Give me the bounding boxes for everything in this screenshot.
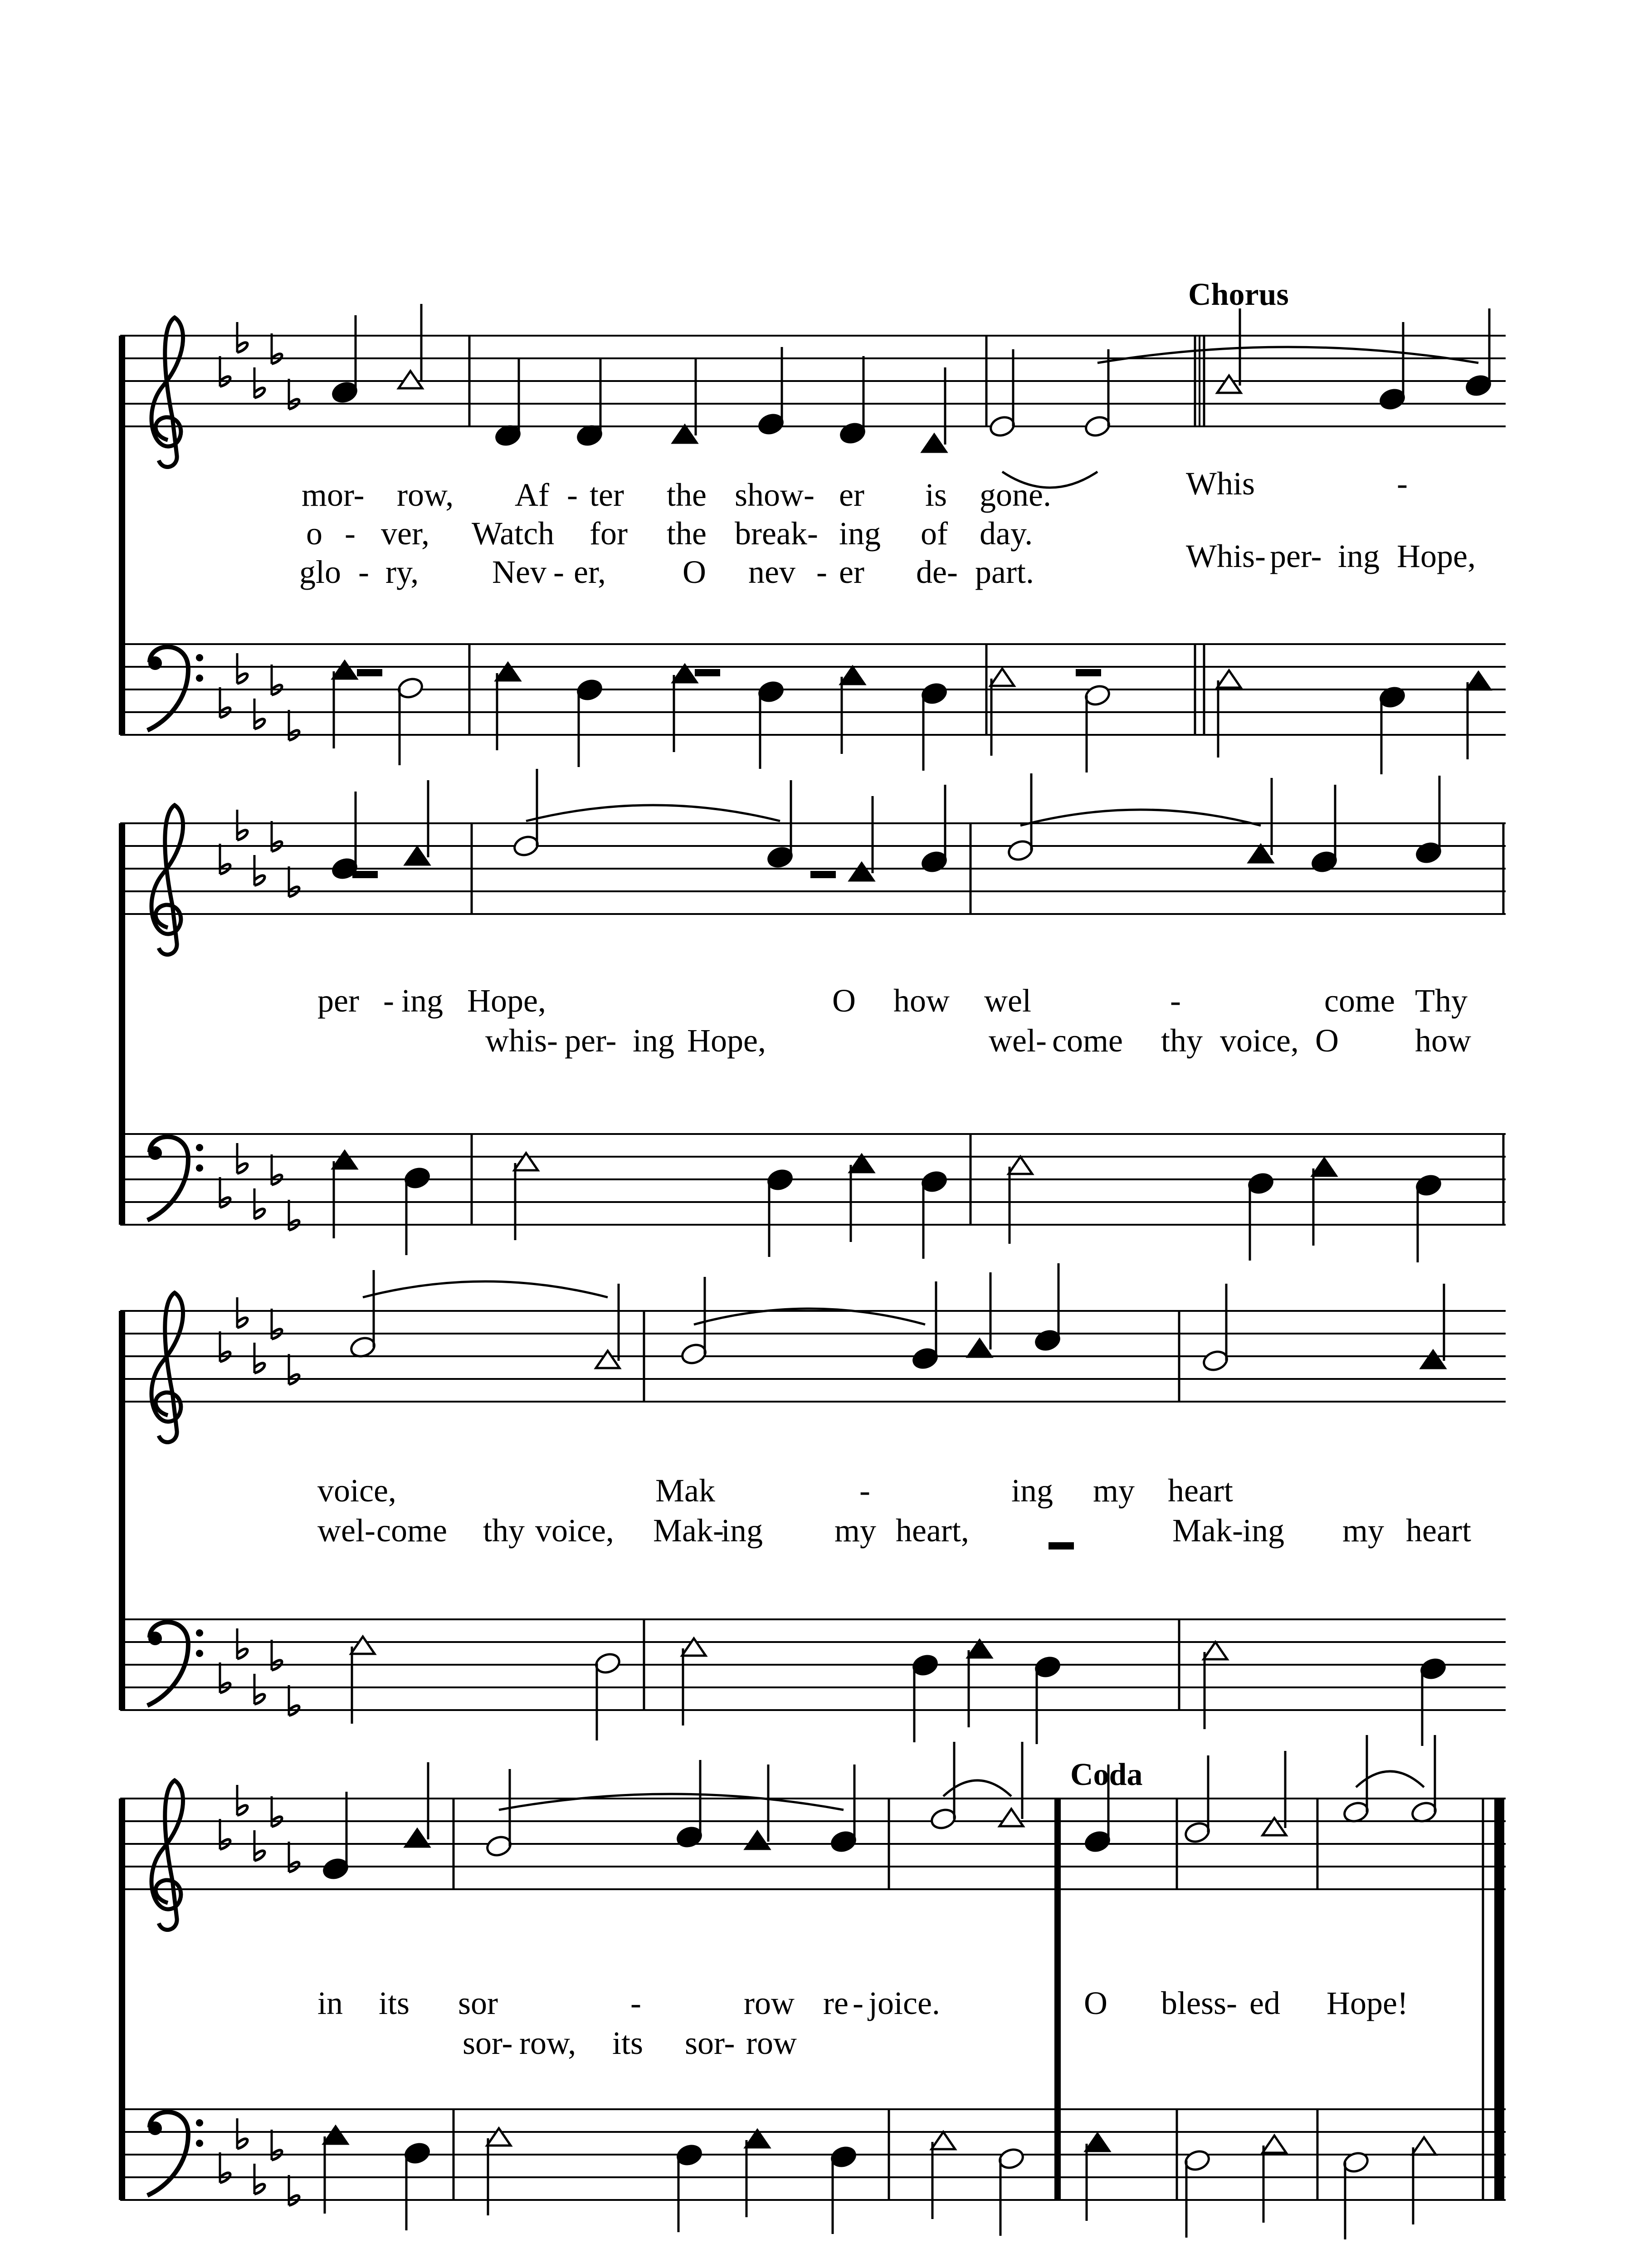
lyric-syllable: wel: [984, 982, 1031, 1019]
lyric-syllable: Mak-: [653, 1512, 724, 1549]
lyric-syllable: sor-: [463, 2025, 513, 2061]
lyric-syllable: -: [345, 515, 356, 552]
lyric-syllable: -: [1170, 982, 1181, 1019]
lyric-syllable: how: [893, 982, 950, 1019]
lyric-syllable: -: [630, 1985, 641, 2021]
final-barline: [1494, 1799, 1504, 2200]
lyric-syllable: -: [816, 554, 827, 590]
bass-clef-dot: [148, 656, 162, 670]
lyric-syllable: per-: [1270, 538, 1322, 574]
lyric-syllable: O: [683, 554, 706, 590]
open-shape-note-head: [1217, 670, 1241, 688]
lyric-syllable: Mak: [655, 1472, 715, 1509]
shape-note-head: [673, 425, 697, 443]
open-shape-note-head: [1263, 2136, 1286, 2153]
lyric-syllable: o: [306, 515, 322, 552]
lyric-syllable: voice,: [535, 1512, 614, 1549]
bass-clef-dot: [148, 1632, 162, 1645]
shape-note-head: [405, 847, 429, 865]
flat-icon: [237, 1143, 248, 1173]
half-rest: [1049, 1542, 1074, 1549]
lyric-syllable: ing: [721, 1512, 763, 1549]
open-shape-note-head: [990, 669, 1014, 686]
shape-note-head: [968, 1339, 991, 1357]
lyric-syllable: er,: [574, 554, 606, 590]
half-rest: [357, 669, 382, 676]
lyric-syllable: the: [667, 477, 707, 513]
bass-clef-dot: [196, 654, 203, 661]
flat-icon: [254, 1188, 265, 1219]
flat-bowl: [237, 342, 248, 352]
lyric-syllable: O: [832, 982, 856, 1019]
lyric-syllable: -: [383, 982, 394, 1019]
lyric-syllable: Whis: [1186, 465, 1255, 502]
open-shape-note-head: [932, 2132, 955, 2149]
flat-icon: [254, 1830, 265, 1861]
chorus-heading: Chorus: [1188, 277, 1289, 312]
lyric-syllable: ing: [633, 1022, 675, 1059]
lyric-syllable: Whis-: [1186, 538, 1266, 574]
shape-note-head: [1249, 845, 1273, 862]
lyric-syllable: Mak-: [1172, 1512, 1243, 1549]
lyric-syllable: Hope,: [1397, 538, 1476, 574]
open-shape-note-head: [514, 1153, 538, 1170]
lyric-syllable: per-: [565, 1022, 617, 1059]
flat-bowl: [237, 2139, 248, 2149]
lyric-syllable: re: [823, 1985, 849, 2021]
lyric-syllable: heart: [1406, 1512, 1471, 1549]
system-bracket: [119, 823, 125, 1225]
slur: [526, 805, 780, 821]
treble-clef-icon: [151, 318, 183, 467]
open-shape-note-head: [487, 2128, 511, 2146]
flat-icon: [237, 653, 248, 684]
shape-note-head: [496, 663, 520, 680]
lyric-syllable: part.: [975, 554, 1034, 590]
open-shape-note-head: [351, 1637, 375, 1654]
system-bracket: [119, 336, 125, 735]
lyric-syllable: heart,: [896, 1512, 969, 1549]
lyric-syllable: ter: [590, 477, 624, 513]
flat-icon: [254, 2164, 265, 2194]
flat-icon: [254, 699, 265, 729]
lyrics-system-3: [317, 1472, 1471, 1549]
lyrics-system-4: [317, 1985, 1408, 2061]
treble-clef-icon: [151, 1780, 183, 1930]
lyric-syllable: in: [317, 1985, 343, 2021]
flat-bowl: [254, 719, 265, 729]
flat-bowl: [254, 1209, 265, 1219]
half-rest: [695, 669, 720, 676]
lyric-syllable: -: [1397, 465, 1408, 502]
lyric-syllable: sor-: [685, 2025, 735, 2061]
lyric-syllable: ry,: [385, 554, 419, 590]
lyric-syllable: Thy: [1415, 982, 1468, 1019]
notes: [322, 304, 1492, 2239]
flat-bowl: [254, 2184, 265, 2194]
staff-systems: [119, 318, 1506, 2205]
lyric-syllable: my: [1093, 1472, 1135, 1509]
lyric-syllable: its: [379, 1985, 410, 2021]
lyric-syllable: Af: [515, 477, 549, 513]
treble-clef-path: [151, 805, 183, 954]
slur: [1097, 347, 1478, 363]
flat-icon: [254, 855, 265, 885]
flat-icon: [237, 1628, 248, 1659]
open-shape-note-head: [1217, 376, 1241, 393]
bass-clef-dot: [196, 1629, 203, 1637]
flat-icon: [237, 1297, 248, 1328]
coda-heading: Coda: [1070, 1757, 1143, 1792]
lyric-syllable: bless-: [1161, 1985, 1237, 2021]
lyric-syllable: its: [612, 2025, 644, 2061]
lyric-syllable: ing: [839, 515, 881, 552]
open-shape-note-head: [1204, 1642, 1227, 1659]
flat-bowl: [254, 388, 265, 398]
lyric-syllable: heart: [1168, 1472, 1233, 1509]
flat-icon: [254, 367, 265, 398]
lyric-syllable: gone.: [980, 477, 1051, 513]
flat-icon: [237, 810, 248, 840]
flat-bowl: [237, 1318, 248, 1328]
lyric-syllable: is: [925, 477, 947, 513]
lyric-syllable: whis-: [485, 1022, 558, 1059]
open-shape-note-head: [1009, 1157, 1032, 1174]
flat-icon: [237, 1785, 248, 1815]
half-rest: [352, 871, 378, 878]
flat-bowl: [254, 1363, 265, 1373]
lyric-syllable: come: [1324, 982, 1395, 1019]
lyric-syllable: ing: [401, 982, 444, 1019]
lyric-syllable: how: [1415, 1022, 1471, 1059]
bass-clef-dot: [148, 1146, 162, 1160]
lyric-syllable: Hope,: [687, 1022, 766, 1059]
lyric-syllable: for: [590, 515, 628, 552]
shape-note-head: [405, 1829, 429, 1847]
flat-icon: [237, 2118, 248, 2149]
lyric-syllable: show-: [735, 477, 814, 513]
open-shape-note-head: [596, 1351, 619, 1368]
flat-bowl: [254, 1694, 265, 1704]
bass-clef-dot: [196, 1164, 203, 1172]
lyric-syllable: voice,: [317, 1472, 396, 1509]
lyric-syllable: wel-: [989, 1022, 1047, 1059]
lyric-syllable: mor-: [302, 477, 365, 513]
bass-clef-dot: [196, 675, 203, 682]
lyric-syllable: glo: [299, 554, 341, 590]
half-rest: [810, 871, 836, 878]
flat-icon: [254, 1343, 265, 1373]
system-bracket: [119, 1799, 125, 2200]
lyric-syllable: ing: [1243, 1512, 1285, 1549]
shape-note-head: [324, 2126, 347, 2144]
lyrics-system-1: [299, 465, 1476, 590]
lyric-syllable: Hope!: [1327, 1985, 1408, 2021]
flat-bowl: [237, 1163, 248, 1173]
shape-note-head: [333, 661, 356, 679]
bass-clef-dot: [196, 1650, 203, 1657]
lyric-syllable: row,: [397, 477, 454, 513]
lyric-syllable: thy: [1161, 1022, 1203, 1059]
lyric-syllable: the: [667, 515, 707, 552]
half-rest: [1076, 669, 1101, 676]
lyric-syllable: of: [921, 515, 948, 552]
lyric-syllable: ver,: [381, 515, 430, 552]
lyric-syllable: break-: [735, 515, 818, 552]
lyric-syllable: thy: [483, 1512, 525, 1549]
lyric-syllable: -: [859, 1472, 870, 1509]
flat-icon: [237, 322, 248, 352]
shape-note-head: [1421, 1351, 1445, 1368]
lyric-syllable: O: [1315, 1022, 1339, 1059]
lyric-syllable: come: [1052, 1022, 1123, 1059]
open-shape-note-head: [682, 1638, 706, 1656]
lyric-syllable: de-: [916, 554, 958, 590]
lyric-syllable: day.: [980, 515, 1033, 552]
lyric-syllable: sor: [458, 1985, 498, 2021]
treble-clef-icon: [151, 805, 183, 954]
treble-clef-icon: [151, 1293, 183, 1442]
lyric-syllable: nev: [748, 554, 795, 590]
lyric-syllable: -: [553, 554, 564, 590]
lyric-syllable: joice.: [868, 1985, 940, 2021]
flat-bowl: [237, 1649, 248, 1659]
flat-bowl: [254, 875, 265, 885]
lyric-syllable: come: [376, 1512, 447, 1549]
flat-bowl: [237, 674, 248, 684]
flat-bowl: [237, 1805, 248, 1815]
shape-note-head: [1312, 1158, 1336, 1176]
lyric-syllable: wel-: [317, 1512, 376, 1549]
treble-clef-path: [151, 318, 183, 467]
treble-clef-path: [151, 1780, 183, 1930]
bass-clef-dot: [196, 2119, 203, 2126]
flat-icon: [254, 1674, 265, 1704]
bass-clef-dot: [196, 1144, 203, 1151]
lyric-syllable: er: [839, 477, 864, 513]
open-shape-note-head: [1412, 2137, 1436, 2155]
open-shape-note-head: [399, 371, 422, 388]
shape-note-head: [1467, 672, 1490, 689]
flat-bowl: [254, 1851, 265, 1861]
lyric-syllable: ing: [1338, 538, 1380, 574]
lyric-syllable: my: [1342, 1512, 1385, 1549]
section-barline: [1054, 1799, 1061, 2200]
shape-note-head: [841, 667, 864, 684]
lyric-syllable: per: [317, 982, 359, 1019]
shape-note-head: [746, 1832, 769, 1849]
open-shape-note-head: [1000, 1809, 1023, 1826]
flat-bowl: [237, 830, 248, 840]
shape-note-head: [922, 435, 946, 452]
lyric-syllable: row,: [519, 2025, 576, 2061]
shape-note-head: [850, 863, 873, 880]
lyric-syllable: -: [358, 554, 369, 590]
lyric-syllable: my: [834, 1512, 877, 1549]
lyric-syllable: row: [746, 2025, 797, 2061]
shape-note-head: [1086, 2134, 1109, 2151]
lyric-syllable: ed: [1249, 1985, 1280, 2021]
bass-clef-dot: [148, 2121, 162, 2135]
lyric-syllable: Watch: [472, 515, 555, 552]
lyric-syllable: Nev: [492, 554, 546, 590]
slur: [499, 1794, 844, 1810]
treble-clef-path: [151, 1293, 183, 1442]
bass-clef-dot: [196, 2140, 203, 2147]
lyric-syllable: voice,: [1220, 1022, 1299, 1059]
lyric-syllable: ing: [1011, 1472, 1053, 1509]
lyric-syllable: er: [839, 554, 864, 590]
system-bracket: [119, 1311, 125, 1710]
lyric-syllable: -: [853, 1985, 863, 2021]
shape-note-head: [333, 1151, 356, 1168]
lyric-syllable: row: [744, 1985, 795, 2021]
lyrics-system-2: [317, 982, 1471, 1059]
slur: [363, 1281, 608, 1297]
lyric-syllable: O: [1084, 1985, 1107, 2021]
lyric-syllable: -: [567, 477, 578, 513]
lyric-syllable: Hope,: [467, 982, 546, 1019]
